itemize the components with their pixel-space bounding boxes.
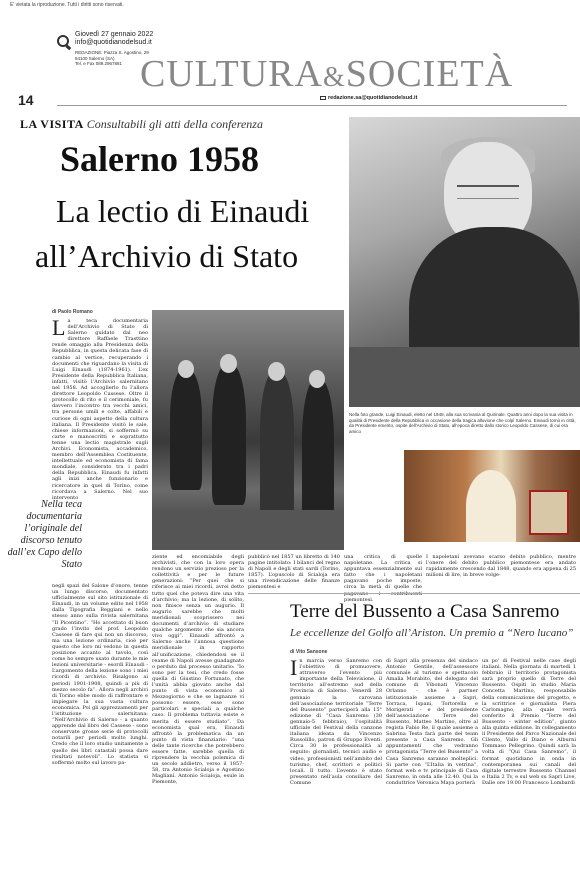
article-byline: di Paolo Romano	[52, 309, 93, 315]
masthead-date-block	[75, 31, 153, 47]
masthead-divider	[57, 105, 567, 106]
article-body-col-5: una critica di quelle napoletane. La critica si appuntava essenzialmente sul fatto che i napoletani pagavano poche imposte, circa la metà di quelle che piemontesi.	[344, 554, 422, 603]
secondary-headline: Terre del Bussento a Casa Sanremo	[290, 601, 560, 622]
section-title-part: CULTURA	[140, 53, 323, 95]
section-title-amp: &	[322, 62, 346, 93]
article-body-col-4: pubblicò nel 1857 un libretto di 140 pagine intitolato: I bilanci del regno di Napoli e degli stati sardi (Torino, 1857). L’opuscolo di Scialoja era una rivendicazione delle finanze piemontesi e	[248, 554, 340, 591]
photo-detail	[178, 360, 194, 378]
kicker-text: Consultabili gli atti della conferenza	[86, 117, 263, 131]
photo-detail	[457, 185, 519, 199]
photo-detail	[466, 470, 516, 542]
body-text: a teca documentaria dell’Archivio di Stato di Salerno guidato dal neo direttore Raffaele Trasttino rende omaggio alla Presidenza della Repubblica, in questa delicata fase di cambio al vertice, recuperando i documenti che riguardano la visita di Luigi Einaudi (1874-1961). L’ex Presidente della Repubblica Italiana, infatti, visitò l’Archivio salernitano nel 1958. Ad accoglierlo fu l’allora direttore Leopoldo Cassese. Oltre il protocollo di rito e il cerimoniale, fu davvero l’incontro tra vecchi amici, tra persone umili e colte, affabili e curiose di ogni aspetto della cultura italiana. Il Presidente visitò le sale, chiese informazioni, si soffermò su carte e manoscritti e soprattutto tenne una lectio magistrale sugli Archivi. Economista, accademico, membro dell’Assemblea Costituente, intellettuale ed economista di fama mondiale, considerato tra i padri della Repubblica, Einaudi fu infatti agli inizi anche funzionario e ricercatore in quel di Torino, come ricordava a Salerno. Nel suo intervento	[52, 318, 148, 501]
section-divider	[248, 593, 580, 594]
mail-icon	[320, 96, 326, 100]
photo-detail	[302, 380, 334, 530]
masthead-address	[75, 50, 149, 67]
photo-detail	[529, 490, 569, 535]
headline-line-1: Salerno 1958	[60, 139, 260, 179]
section-title	[140, 52, 513, 96]
visit-group-photo	[152, 310, 344, 550]
photo-detail	[220, 354, 237, 373]
photo-detail	[170, 370, 202, 490]
article-kicker	[20, 117, 263, 132]
body-text: n marcia verso Sanremo con l’obiettivo di promuovere, attraverso l’evento più importante della Televisione, il territorio all’estremo sud della Provincia di Salerno. Venerdì 28 gennaio la carovana dell’associazione territoriale “Terre del Bussento” parteciperà alla 15° edizione di “Casa Sanremo (30 gennaio-5 febbraio), l’ospitalità ufficiale del Festival della canzone italiana ideata da Vincenzo Russolillo, patron di Gruppo Eventi. Circa 30 le professionalità al seguito: giornalisti, tecnici audio e video, professionisti nell’ambito del turismo, chef, scrittori e politici locali. Il tutto. L’evento è stato presentato nell’aula consiliare del Comune	[290, 658, 382, 786]
drop-cap: L	[52, 315, 66, 340]
redazione-email[interactable]	[320, 95, 417, 101]
headline-line-2: La lectio di Einaudi	[56, 193, 310, 229]
photo-floor	[152, 510, 344, 550]
newspaper-logo-icon	[57, 35, 69, 47]
address-line: Tel. e Fax 089.2967881	[75, 61, 123, 67]
photo-detail	[309, 370, 325, 388]
photo-desk	[349, 347, 580, 407]
secondary-body-col-3: un po’ di Festival nelle case degli italiani. Nella giornata di martedì 1 febbraio il territorio protagonista sarà proprio quello di Terre del Bussento. Ospiti in studio Maria Concetta Martino, responsabile della comunicazione del progetto, e la scrittrice e giornalista Piera Carlomagno, alla quale verrà conferito il Premio “Terre del Bussento - winter edition”, giunto alla quinta edizione. In collegamento il Presidente del Parco Nazionale del Cilento, Vallo di Diano e Alburni Tommaso Pellegrino. Quindi sarà la volta di “Qui Casa Sanremo”, il format quotidiano in onda in contemporanea sui canali del digitale terrestre Bussento Channel e Italia 2 Tv, e sul web su Sapri Live, Dalle ore 19.00 Francesco Lombardi	[482, 658, 576, 786]
kicker-label: LA VISITA	[20, 117, 84, 131]
issue-date: Giovedì 27 gennaio 2022	[75, 31, 154, 38]
secondary-body-col-1	[290, 655, 382, 868]
secondary-byline: di Vito Sansone	[290, 649, 328, 655]
einaudi-portrait-photo	[349, 117, 580, 407]
secondary-subheadline: Le eccellenze del Golfo all’Ariston. Un premio a “Nero lucano”	[290, 627, 574, 639]
photo-detail	[212, 365, 246, 505]
drop-cap: I	[290, 655, 298, 680]
pull-quote: Nella teca documentaria l’originale del discorso tenuto dall’ex Capo dello Stato	[7, 499, 82, 570]
photo-detail	[268, 362, 285, 381]
article-body-col-3: ziente ed encomiabile degli archivisti, che con la loro opera rendono un servizio prezioso per la collettività e per le future generazioni: “Per quei che si riferisce ai miei ricordi, avrei detto tutto quel che poteva dire una vita d’archivio; ma la lezione, di solito, non finisce senza un augurio. Il augurio sarebbe che molti meridionali scoprissero nei documenti d’archivio di studiare qualche argomento che sia ancora vivo oggi”. Einaudi affrontò a Salerno anche l’annosa questione meridionale in rapporto all’unificazione, chiedendosi se il reame di Napoli avesse guadagnato o perduto dal processo unitario: “Io sono per la tesi, che credo fosse quella di Giustino Fortunato, che l’unità abbia giovato anche dal punto di vista economico al Mezzogiorno e che se lagnanze vi possono essere, esse sono particolari e speciali a qualche caso. Il problema tuttavia esiste e merita di essere studiato”. Da economista qual era, Einaudi affrontò la problematica da un punto di vista finanziario: “una delle tante ricerche che potrebbero essere fatte, sarebbe quella di riprendere la vecchia polemica di un secolo addietro, verso il 1857-58, tra Antonio Scialoja e Agostino Magliani. Antonio Scialoja, esule in Piemonte,	[152, 554, 244, 786]
headline-line-3: all’Archivio di Stato	[35, 238, 299, 274]
page-number: 14	[18, 92, 34, 108]
copyright-notice: E' vietata la riproduzione. Tutti i diritti sono riservati.	[10, 2, 124, 8]
photo-detail	[260, 372, 294, 522]
photo-caption: Nella foto grande, Luigi Einaudi, eletto nel 1948, alla sua scrivania al Quirinale. Quattro anni dopo la sua visita in qualità di Presidente della Repubblica in occasione della tragica alluvione che colpì Salerno. Einaudi tornò in città, da Presidente emerito, ospite dell’Archivio di Stato, all’epoca diretto dallo storico Leopoldo Cassese, di cui era amico	[349, 412, 576, 434]
article-body-col-6: I napoletani avevano scarso debito pubblico, mentre l’onere del debito pubblico piemontese era andato rapidamente crescendo dal 1848, quando era appena di 25 milioni di lire, in breve volge-	[426, 554, 576, 579]
article-body-col-2: negli spazi del Salone d’onore, tenne un lungo discorso, documentato ufficialmente sul sito istituzionale di Einaudi, in un volume edito nel 1958 dalla Tipografia Beggiani e nello stesso anno sulla rivista salernitana “Il Picentino”. “Ho accettato di buon grado l’invito del prof. Leopoldo Cassese di fare qui non un discorso, ma una lezione ordinaria, cioè per questo che loro mi vedono in questa posizione accanto al tavolo, così come ho sempre usato durante le mie lezioni universitarie - esordì Einaudi - L’argomento della lezione sono i miei ricordi di archivio. Risalgono ai periodi 1901-1908, quindi a più di mezzo secolo fa”. Allora negli archivi di Torino ebbe modo di raffrontare e impiegare la sua vasta cultura economica. Poi gli apprezzamenti per l’istituzione salernitana: “Nell’Archivio di Salerno - a quanto apprende dal libro del Cassese - sono conservate grosse serie di protocolli notarili per periodi molto lunghi. Credo che il loro studio unitamente a quello dei libri catastali possa dare risultati notevoli”. Lo statista si soffermò molto sul lavoro pa-	[52, 583, 148, 766]
section-title-part: SOCIETÀ	[345, 53, 514, 95]
archive-interior-photo	[404, 450, 580, 542]
secondary-body-col-2: di Sapri alla presenza del sindaco Antonio Gentile, dell’assessore comunale al turismo e spettacolo Amalia Morabito, del delegato del comune di Vibonati Vincenzo Orlanno - che è partner istituzionale assieme a Sapri, Torraca, Ispani, Tortorella e Morigerati - e del presidente dell’associazione Terre del Bussento, Matteo Martino, oltre al regista Fabio Re, il quale assieme a Sabrina Testa farà parte del team presente a Casa Sanremo. Gli appuntamenti che vedranno protagonista “Terre del Bussento” a Casa Sanremo saranno molteplici. Si parte con “L’Italia in vetrina”, format web e tv principale di Casa Sanremo, in onda alle 12.40. Qui la conduttrice Veronica Maya porterà	[386, 658, 478, 786]
address-line: REDAZIONE: Piazza S. Agostino, 29	[75, 50, 149, 55]
address-line: 84100 Salerno (SA)	[75, 55, 115, 61]
masthead-email: info@quotidianodelsud.it	[75, 39, 152, 46]
redazione-email-text: redazione.sa@quotidianodelsud.it	[328, 95, 418, 101]
